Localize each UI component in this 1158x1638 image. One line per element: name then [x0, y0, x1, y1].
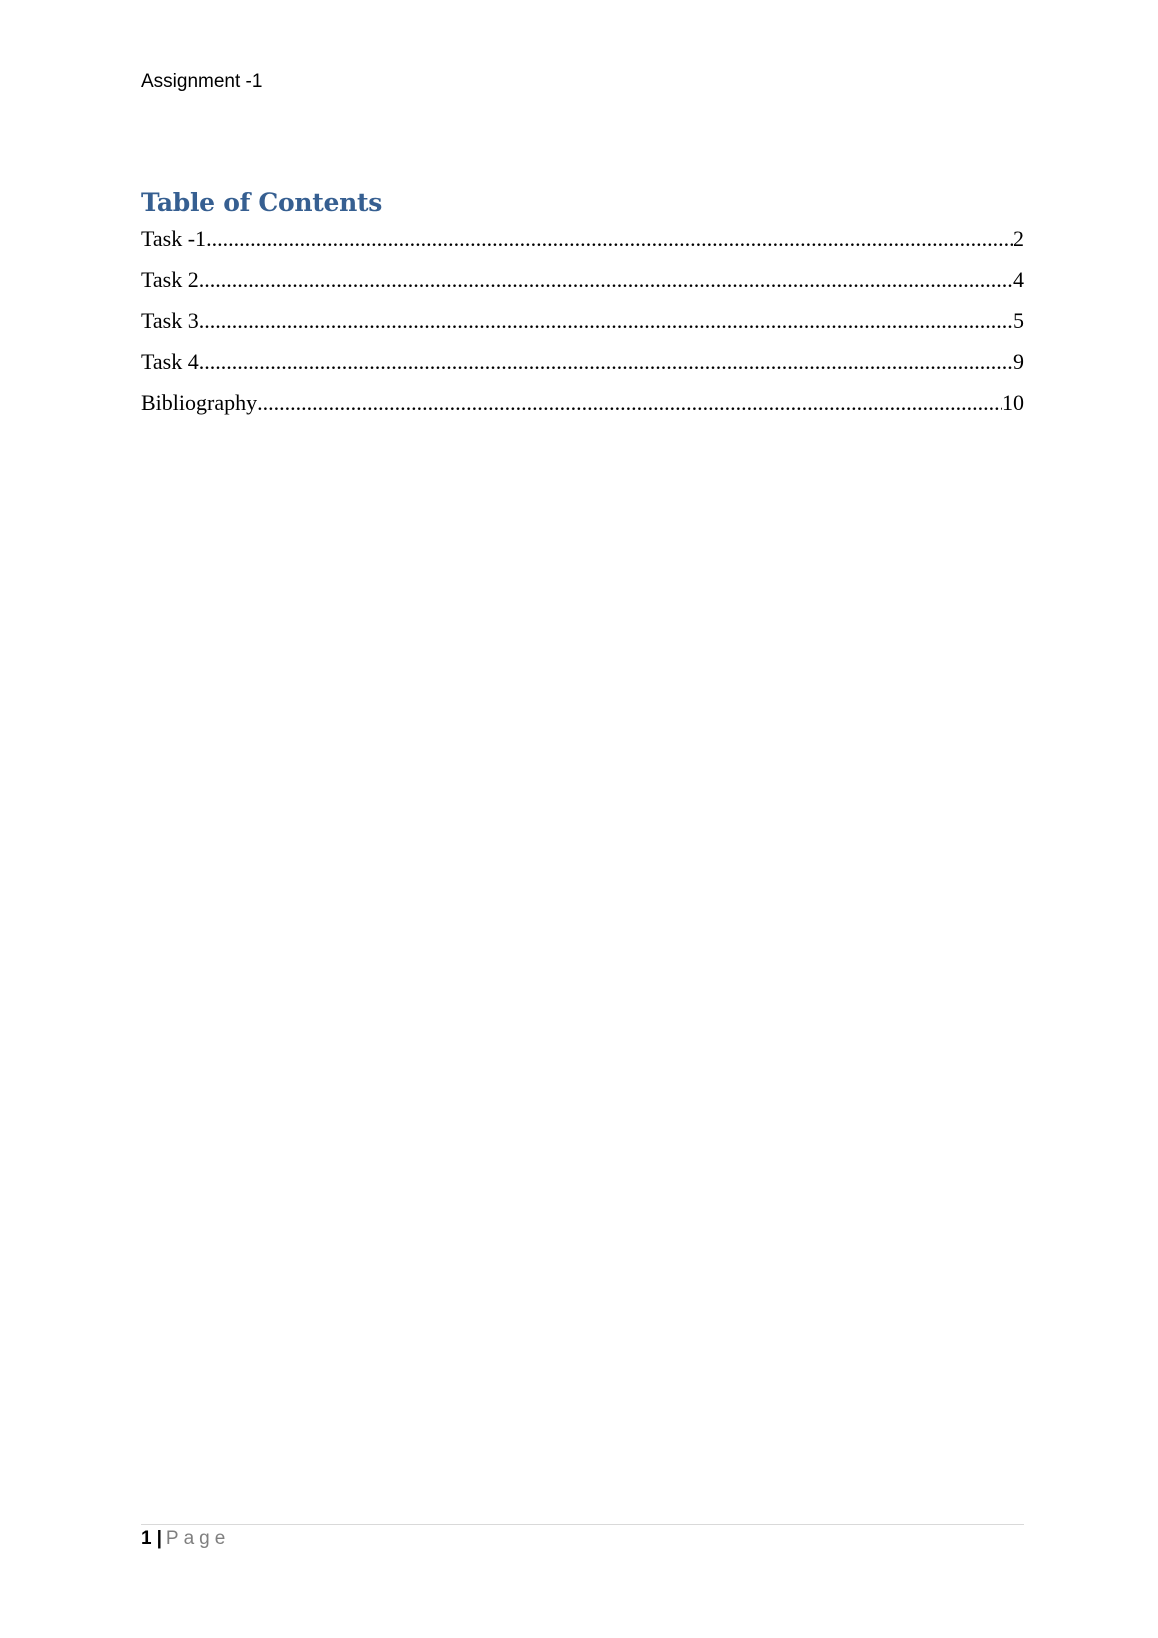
- toc-entry-title: Bibliography: [141, 390, 258, 415]
- toc-entry-page: 4: [1013, 267, 1024, 292]
- toc-entry-title: Task -1: [141, 226, 207, 251]
- toc-dot-leader: [199, 265, 1013, 295]
- toc-entry-page: 10: [1002, 390, 1024, 415]
- toc-entry-title: Task 4: [141, 349, 199, 374]
- footer-page-label: Page: [165, 1528, 231, 1549]
- toc-dot-leader: [199, 347, 1013, 377]
- toc-dot-leader: [206, 224, 1013, 254]
- toc-entry-task-1[interactable]: [141, 224, 1024, 265]
- footer-divider: [141, 1524, 1024, 1525]
- toc-entry-page: 2: [1013, 226, 1024, 251]
- toc-entry-task-2[interactable]: [141, 265, 1024, 306]
- toc-entry-task-3[interactable]: [141, 306, 1024, 347]
- page-header: Assignment -1: [141, 71, 263, 92]
- toc-dot-leader: [257, 388, 1002, 418]
- toc-list: [141, 224, 1024, 429]
- page-footer: [141, 1527, 230, 1551]
- toc-entry-bibliography[interactable]: [141, 388, 1024, 429]
- footer-page-number: 1: [141, 1528, 152, 1549]
- footer-separator: |: [156, 1528, 162, 1549]
- toc-heading: Table of Contents: [141, 188, 383, 217]
- toc-entry-page: 9: [1013, 349, 1024, 374]
- toc-entry-title: Task 2: [141, 267, 199, 292]
- toc-entry-title: Task 3: [141, 308, 199, 333]
- toc-entry-task-4[interactable]: [141, 347, 1024, 388]
- toc-dot-leader: [199, 306, 1013, 336]
- toc-entry-page: 5: [1013, 308, 1024, 333]
